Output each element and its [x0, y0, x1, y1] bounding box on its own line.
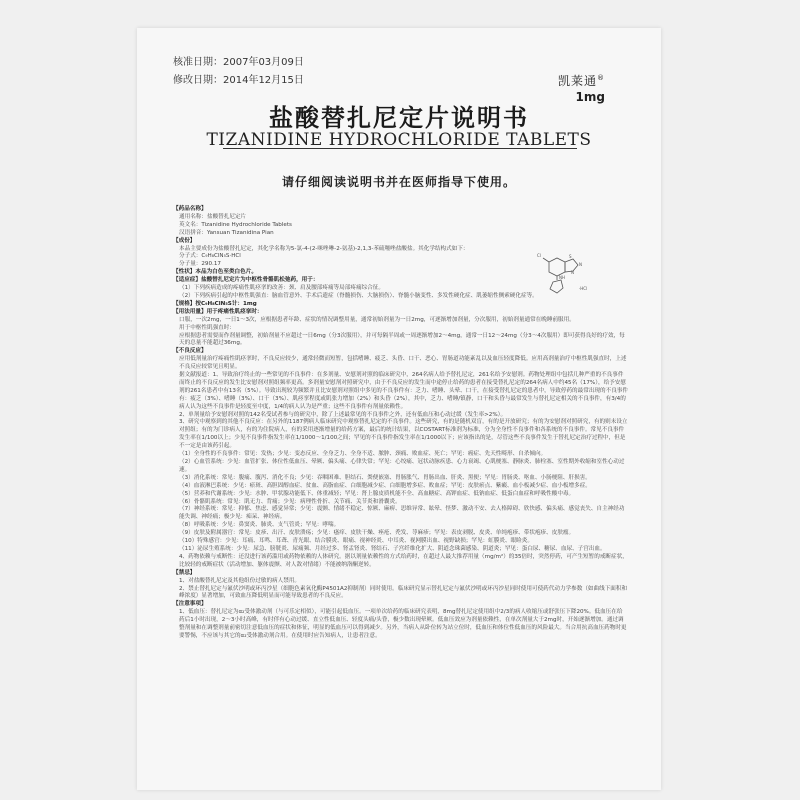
body-paragraph: （5）营养和代谢系统：少见：水肿、甲状腺功能低下、体重减轻；罕见：肾上腺皮质机能不全、高血糖症、高钾血症、低钠血症、低蛋白血症和呼吸性酸中毒。 [179, 490, 575, 497]
svg-text:·HCl: ·HCl [579, 286, 588, 291]
body-paragraph: （2）心血管系统：少见：血管扩张、体位性低血压、晕厥、偏头痛、心律失常；罕见：心绞痛、冠状动脉疾患、心力衰竭、心肌梗塞、静脉炎、肺栓塞、室性期外收缩和室性心动过速。 [179, 459, 625, 473]
body-paragraph: （9）皮肤及附属器官：常见：皮疹、出汗、皮肤溃疡；少见：瘙痒、皮肤干燥、痤疮、秃发、荨麻疹；罕见：表皮剥脱、皮炎、单纯疱疹、带状疱疹、皮肤瘤。 [179, 530, 575, 537]
body-paragraph: 分子量：290.17 [179, 261, 221, 268]
body-paragraph: 3、研究中观察到的其他不良反应：在另外的1187例病人临床研究中观察替扎尼定的不良事件。这些研究，有的是随机双盲，有的是开放研究；有的为安慰剂对照研究，有的则未设立对照组；有的为门诊病人，有的为住院病人，有的采用逐渐增量的给药方案，最后的统计结果，以COSTART标准剂为标准，分为全身性不良事件和各系统的不良事件。常见不良事件发生率在1/100以上；少见不良事件指发生率在1/1000～1/100之间；罕见的不良事件指发生率在1/1000以下；应该指出的是，尽管这些不良事件发生于替扎尼定治疗过程中，但是不一定是由该药引起。 [179, 419, 628, 450]
body-paragraph: 口服，一次2mg，一日1～3次，应根据患者年龄、症状的情况调整用量，通常初始剂量为一日2mg，可逐渐增加剂量，分次服用，初始剂量通常在晚睡前服用。 [179, 316, 575, 323]
body-paragraph: （6）骨骼肌系统：常见：肌无力、背痛；少见：病理性骨折、关节痛、关节炎和滑囊炎。 [179, 498, 401, 505]
title-divider [223, 148, 577, 149]
svg-text:Cl: Cl [537, 253, 541, 258]
leaflet-body [173, 206, 628, 641]
body-paragraph: 汉语拼音：Yansuan Tizanidina Pian [179, 229, 274, 236]
section-heading: 【性状】本品为白色至类白色片。 [173, 269, 257, 276]
body-paragraph: 据文献报道：1、导致治疗终止的一些常见的不良事件：在多剂量、安慰剂对照的临床研究中，264名病人给予替扎尼定，261名给予安慰剂。药物处理组中包括几种严重的不良事件而终止的不良反应的发生比安慰剂对照组频率更高。多剂量安慰剂对照研究中，由于不良反应的发生而中途停止给药的患者在接受替扎尼定的264名病人中约45名（17%），给予安慰剂的261名患者中有13名（5%）。导致出现较为频繁并且比安慰剂对照组中多见的不良事件有：乏力、嗜睡、头晕、口干，在接受替扎尼定的患者中，导致停药的最常出现的不良事件有：疲乏（3%）、嗜睡（3%）、口干（3%）、肌痉挛程度或肌张力增加（2%）和头昏（2%），其中，乏力、嗜睡/镇静，口干和头昏与最常发生与替扎尼定相关的不良事件，有3/4的病人认为这些不良事件是轻度至中度，1/4的病人认为是严重；这些不良事件有剂量依赖性。 [179, 372, 628, 410]
svg-text:NH: NH [559, 275, 565, 280]
section-heading: 【禁忌】 [173, 569, 196, 576]
title-chinese: 盐酸替扎尼定片说明书 [269, 104, 529, 132]
document-dates [173, 54, 304, 90]
body-paragraph: （7）神经系统：常见：抑郁、焦虑、感觉异常；少见：震颤、情绪不稳定、惊厥、麻痹、思维异常、眩晕、怪梦、激动不安、去人格障碍、欣快感、偏头痛、感觉丧失、自主神经功能失调、神经痛；极少见：痴呆、神经病。 [179, 506, 625, 521]
body-paragraph: （1）全身性的不良事件：常见：发热；少见：变态反应、全身乏力、全身不适、脓肿、颈痛、败血症、死亡；罕见：癌症、先天性畸形、自杀倾向。 [179, 451, 547, 458]
revision-date: 修改日期：2014年12月15日 [173, 75, 304, 86]
section-heading: 【注意事项】 [173, 601, 207, 608]
title-english: TIZANIDINE HYDROCHLORIDE TABLETS [206, 130, 592, 150]
body-paragraph: （11）泌尿生殖系统：少见：尿急、膀胱炎、尿痛频、月经过多、肾盂肾炎、肾结石、子宫纤维化扩大、阴道念珠菌感染、阴道炎；罕见：蛋白尿、糖尿、血尿、子宫出血。 [179, 545, 606, 552]
registered-mark: ® [597, 74, 605, 82]
body-paragraph: 分子式：C₉H₈ClN₅S·HCl [179, 253, 241, 260]
usage-notice: 请仔细阅读说明书并在医师指导下使用。 [281, 175, 516, 189]
body-paragraph: 英文名：Tizanidine Hydrochloride Tablets [179, 221, 292, 228]
approval-date: 核准日期：2007年03月09日 [173, 57, 304, 68]
brand-text: 凯莱通 [557, 74, 597, 88]
body-paragraph: 应用低剂量治疗疼痛性肌痉挛时，不良反应较少，通常轻微而短暂，包括嗜睡、疲乏、头昏、口干、恶心、胃肠道功能紊乱以及血压轻度降低。应用高剂量治疗中枢性肌强直时，上述不良反应较常见且明显。 [179, 356, 627, 371]
section-heading: 【药品名称】 [173, 206, 207, 212]
body-paragraph: 应根据患者需要而作剂量调整，初始剂量不应超过一日6mg（分3次服用），并可每隔半周或一周逐渐增加2～4mg，通常一日12～24mg（分3～4次服用）即可获得良好的疗效，每天的总量不能超过36mg。 [179, 332, 625, 347]
body-paragraph: （3）消化系统：常见：腹痛、腹泻、消化不良；少见：吞咽困难、胆结石、粪便嵌塞、胃肠胀气、胃肠出血、肝炎、黑便；罕见：胃肠炎、呕血、小肠梗阻、肝损害。 [179, 474, 591, 481]
body-paragraph: （8）呼吸系统：少见：鼻窦炎、肺炎、支气管炎；罕见：哮喘。 [179, 522, 340, 529]
body-paragraph: （4）血液淋巴系统：少见：瘀斑、高胆固醇血症、贫血、高脂血症、白细胞减少症、白细胞增多症、败血症；罕见：皮肤瘀点、紫癜、血小板减少症、血小板增多症。 [179, 482, 591, 489]
brand-name [558, 72, 605, 89]
body-paragraph: 通用名称：盐酸替扎尼定片 [179, 213, 247, 220]
body-paragraph: 用于中枢性肌强直时： [179, 324, 235, 331]
body-paragraph: （2）下列疾病引起的中枢性肌强直：脑血管意外、手术后遗症（脊髓损伤、大脑损伤）、脊髓小脑变性、多发性硬化症、肌萎缩性侧索硬化症等。 [179, 292, 538, 299]
body-paragraph: （10）特殊感官：少见：耳痛、耳鸣、耳聋、青光眼、结合膜炎、眼痛、视神经炎、中耳炎、视网膜出血、视野缺损；罕见：虹膜炎、眼睑炎。 [179, 538, 533, 545]
body-paragraph: 1、对盐酸替扎尼定及其他组份过敏的病人禁用。 [179, 577, 301, 584]
section-heading: 【不良反应】 [173, 348, 207, 355]
dosage-strength: 1mg [575, 90, 605, 104]
section-heading: 【规格】按C₉H₈ClN₅S计：1mg [173, 300, 257, 307]
section-heading: 【成份】 [173, 237, 196, 244]
section-heading: 【适应症】盐酸替扎尼定片为中枢性骨骼肌松弛药，用于： [173, 277, 319, 284]
body-paragraph: 2、单剂量给予安慰剂对照的142名受试者参与的研究中，除了上述最常见的不良事件之外，还有低血压和心动过缓（发生率>2%）。 [179, 411, 507, 418]
body-paragraph: 4、药物依赖与戒断性：还没进行该药滥用或药物依赖的人体研究。据以剂量依赖性的方式给药时，在超过人最大推荐用量（mg/m²）的35倍时，突然停药，可产生短暂的戒断症状，比较轻的戒断症状（活动增加、躯体震颤、对人敌对情绪）不能被纳洛酮逆转。 [179, 553, 628, 568]
svg-text:S: S [569, 254, 572, 259]
svg-text:N: N [579, 262, 582, 267]
section-heading: 【用法用量】用于疼痛性肌痉挛时： [173, 308, 263, 315]
body-paragraph: （1）下列疾病造成的疼痛性肌痉挛的改善：颈、肩及腰部疼痛等局部疼痛综合征。 [179, 285, 384, 292]
instruction-leaflet [137, 28, 661, 790]
svg-text:N: N [571, 270, 574, 275]
body-paragraph: 本品主要成份为盐酸替扎尼定，其化学名称为5-氯-4-(2-咪唑啉-2-氨基)-2,1,3-苯硫噻唑盐酸盐。其化学结构式如下： [179, 245, 469, 252]
body-paragraph: 1、低血压：替扎尼定为α₂受体激动剂（与可乐定相似），可能引起低血压。一项单次给药的临床研究表明，8mg替扎尼定使用组中2/3的病人收缩压或舒张压下降20%。低血压在给药后1小时出现，2～3小时高峰，有时伴有心动过缓、直立性低血压、轻度头痛/头昏，极少数出现晕厥。低血压效应为剂量依赖性，在单次剂量大于2mg时，开始逐渐增加。通过调整剂量和在调整剂量前密切注意低血压的症状和体征，明显的低血压可以得到减少。另外，当病人从卧位转为站立位时，低血压和体位性低血压的风险最大。当合用抗高血压药物时更要警惕，不应该与其它的α₂受体激动剂合用。在使用时应告知病人，让患者注意。 [179, 609, 627, 639]
body-paragraph: 2、禁止替扎尼定与氟伏沙明或环丙沙星（细胞色素氧化酶P4501A2抑制剂）同时使用。临床研究显示替扎尼定与氟伏沙明或环丙沙星同时使用可使药代动力学参数（如曲线下面积和峰浓度）显著增加，可致血压降低明显而可能导致患者的不良反应。 [179, 585, 628, 600]
